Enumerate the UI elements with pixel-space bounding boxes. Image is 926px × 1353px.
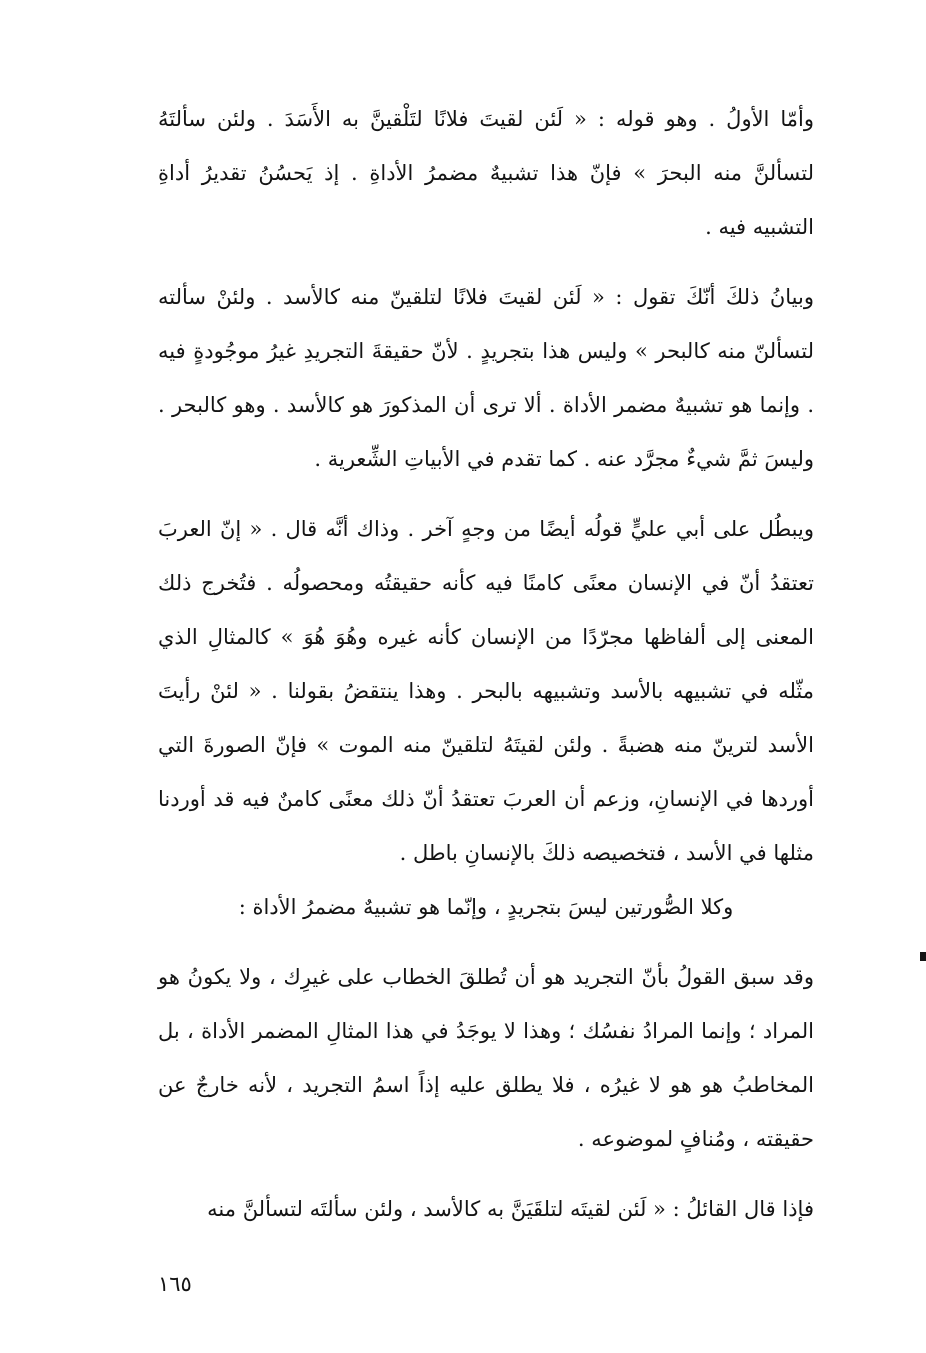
paragraph-5: وقد سبق القولُ بأنّ التجريد هو أن تُطلقَ الخطاب على غيرِك ، ولا يكونُ هو المراد ؛ وإنما المرادُ نفسُك ؛ وهذا لا يوجَدُ في هذا المثالِ المضمر الأداة ، بل المخاطبُ هو هو لا غيرُه ، فلا يطلق عليه إذاً اسمُ التجريد ، لأنه خارجٌ عن حقيقته ، ومُنافٍ لموضوعه .: [158, 965, 814, 1151]
paragraph-4: وكلا الصُّورتين ليسَ بتجريدٍ ، وإنّما هو تشبيهٌ مضمرُ الأداة :: [238, 895, 734, 919]
paragraph-2: وبيانُ ذلكَ أنّكَ تقول : « لَئن لقيتَ فلانًا لتلقينّ منه كالأسد . ولئنْ سألته لتسألنّ منه كالبحر » وليس هذا بتجريدٍ . لأنّ حقيقةَ التجريدِ غيرُ موجُودةٍ فيه . وإنما هو تشبيهٌ مضمر الأداة . ألا ترى أن المذكورَ هو كالأسد . وهو كالبحر . وليسَ ثمَّ شيءٌ مجرَّد عنه . كما تقدم في الأبياتِ الشِّعرية .: [158, 285, 814, 471]
scan-edge-mark: [920, 952, 926, 961]
paragraph-1: وأمّا الأولُ . وهو قوله : « لَئن لقيتَ فلانًا لتَلْقينَّ به الأَسَدَ . ولئن سألتَهُ لتسألنَّ منه البحرَ » فإنّ هذا تشبيهٌ مضمرُ الأداةِ . إذ يَحسُنُ تقديرُ أداةِ التشبيه فيه .: [158, 107, 814, 239]
paragraph-6: فإذا قال القائلُ : « لَئن لقيتَه لتلقَيَنَّ به كالأسد ، ولئن سألتَه لتسألنَّ منه: [207, 1197, 814, 1221]
page-number: ١٦٥: [158, 1272, 192, 1296]
page-body-text: [158, 92, 814, 1236]
paragraph-3: ويبطُل على أبي عليٍّ قولُه أيضًا من وجهٍ آخر . وذاك أنَّه قال . « إنّ العربَ تعتقدُ أنّ في الإنسان معنًى كامنًا فيه كأنه حقيقتُه ومحصولُه . فتُخرج ذلك المعنى إلى ألفاظها مجرّدًا من الإنسان كأنه غيره وهُوَ هُوَ » كالمثالِ الذي مثّله في تشبيهه بالأسد وتشبيهه بالبحر . وهذا ينتقضُ بقولنا . « لئنْ رأيتَ الأسد لترينّ منه هضبةً . ولئن لقيتَهُ لتلقينّ منه الموت » فإنّ الصورةَ التي أوردها في الإنسانِ، وزعم أن العربَ تعتقدُ أنّ ذلك معنًى كامنٌ فيه قد أوردنا مثلها في الأسد ، فتخصيصه ذلكَ بالإنسانِ باطل .: [158, 517, 814, 865]
